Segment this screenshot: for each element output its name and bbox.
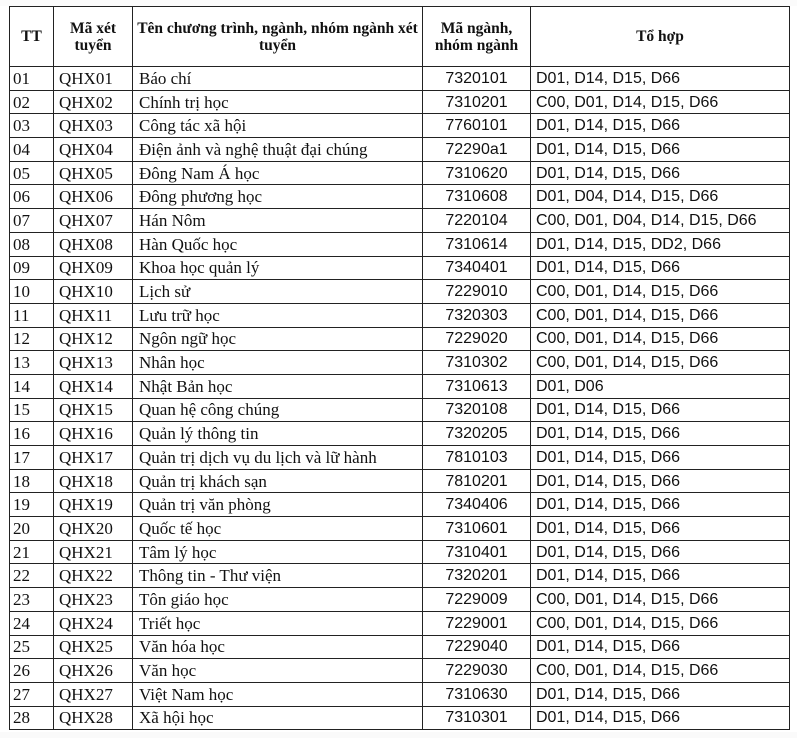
- cell-ma-nganh: 7810103: [423, 446, 531, 470]
- cell-to-hop: D01, D14, D15, D66: [531, 564, 790, 588]
- table-row: [10, 67, 790, 91]
- cell-tt: 27: [10, 682, 54, 706]
- cell-ma-xet-tuyen: QHX18: [54, 469, 133, 493]
- cell-ten-nganh: Quản trị khách sạn: [133, 469, 423, 493]
- cell-ma-xet-tuyen: QHX22: [54, 564, 133, 588]
- admission-table: [9, 6, 790, 730]
- cell-ma-nganh: 7310608: [423, 185, 531, 209]
- cell-to-hop: C00, D01, D14, D15, D66: [531, 611, 790, 635]
- cell-to-hop: D01, D06: [531, 374, 790, 398]
- cell-ma-nganh: 7320101: [423, 67, 531, 91]
- cell-ma-nganh: 7310620: [423, 161, 531, 185]
- cell-ten-nganh: Xã hội học: [133, 706, 423, 730]
- cell-ten-nganh: Báo chí: [133, 67, 423, 91]
- cell-ma-xet-tuyen: QHX09: [54, 256, 133, 280]
- cell-to-hop: D01, D14, D15, D66: [531, 161, 790, 185]
- cell-ma-nganh: 7229009: [423, 588, 531, 612]
- cell-ten-nganh: Quan hệ công chúng: [133, 398, 423, 422]
- cell-ten-nganh: Việt Nam học: [133, 682, 423, 706]
- cell-ten-nganh: Khoa học quản lý: [133, 256, 423, 280]
- table-row: [10, 303, 790, 327]
- cell-ma-xet-tuyen: QHX28: [54, 706, 133, 730]
- cell-tt: 14: [10, 374, 54, 398]
- table-row: [10, 374, 790, 398]
- cell-ten-nganh: Tôn giáo học: [133, 588, 423, 612]
- cell-ma-nganh: 7310401: [423, 540, 531, 564]
- cell-to-hop: D01, D14, D15, D66: [531, 138, 790, 162]
- table-row: [10, 469, 790, 493]
- cell-tt: 20: [10, 517, 54, 541]
- table-row: [10, 588, 790, 612]
- cell-to-hop: D01, D14, D15, D66: [531, 493, 790, 517]
- cell-ten-nganh: Văn hóa học: [133, 635, 423, 659]
- cell-ma-nganh: 7310613: [423, 374, 531, 398]
- cell-ma-nganh: 7340406: [423, 493, 531, 517]
- table-row: [10, 398, 790, 422]
- cell-ma-nganh: 7320205: [423, 422, 531, 446]
- cell-ma-xet-tuyen: QHX10: [54, 280, 133, 304]
- cell-ten-nganh: Hàn Quốc học: [133, 232, 423, 256]
- cell-to-hop: C00, D01, D14, D15, D66: [531, 351, 790, 375]
- cell-to-hop: C00, D01, D14, D15, D66: [531, 588, 790, 612]
- cell-ma-nganh: 7320108: [423, 398, 531, 422]
- table-row: [10, 232, 790, 256]
- cell-ten-nganh: Đông phương học: [133, 185, 423, 209]
- table-row: [10, 659, 790, 683]
- cell-ma-nganh: 7340401: [423, 256, 531, 280]
- cell-to-hop: D01, D14, D15, D66: [531, 540, 790, 564]
- cell-ma-nganh: 7310601: [423, 517, 531, 541]
- cell-tt: 24: [10, 611, 54, 635]
- cell-ma-xet-tuyen: QHX24: [54, 611, 133, 635]
- cell-to-hop: D01, D14, D15, D66: [531, 67, 790, 91]
- cell-tt: 12: [10, 327, 54, 351]
- table-body: [10, 67, 790, 730]
- cell-to-hop: D01, D14, D15, D66: [531, 469, 790, 493]
- table-row: [10, 682, 790, 706]
- cell-tt: 25: [10, 635, 54, 659]
- cell-ma-xet-tuyen: QHX02: [54, 90, 133, 114]
- cell-to-hop: D01, D14, D15, D66: [531, 682, 790, 706]
- cell-to-hop: D01, D14, D15, D66: [531, 706, 790, 730]
- cell-ma-xet-tuyen: QHX06: [54, 185, 133, 209]
- cell-ma-nganh: 7310614: [423, 232, 531, 256]
- cell-to-hop: D01, D14, D15, D66: [531, 446, 790, 470]
- cell-tt: 08: [10, 232, 54, 256]
- cell-tt: 07: [10, 209, 54, 233]
- cell-tt: 01: [10, 67, 54, 91]
- cell-ma-xet-tuyen: QHX05: [54, 161, 133, 185]
- table-row: [10, 493, 790, 517]
- cell-ten-nganh: Đông Nam Á học: [133, 161, 423, 185]
- cell-ma-nganh: 7320303: [423, 303, 531, 327]
- cell-ten-nganh: Quốc tế học: [133, 517, 423, 541]
- cell-tt: 16: [10, 422, 54, 446]
- table-row: [10, 256, 790, 280]
- cell-tt: 03: [10, 114, 54, 138]
- cell-ma-xet-tuyen: QHX21: [54, 540, 133, 564]
- cell-ma-xet-tuyen: QHX25: [54, 635, 133, 659]
- cell-ten-nganh: Quản lý thông tin: [133, 422, 423, 446]
- cell-tt: 23: [10, 588, 54, 612]
- cell-ten-nganh: Hán Nôm: [133, 209, 423, 233]
- cell-ten-nganh: Văn học: [133, 659, 423, 683]
- cell-tt: 05: [10, 161, 54, 185]
- cell-ten-nganh: Quản trị dịch vụ du lịch và lữ hành: [133, 446, 423, 470]
- cell-ten-nganh: Nhân học: [133, 351, 423, 375]
- cell-to-hop: D01, D14, D15, D66: [531, 256, 790, 280]
- cell-ten-nganh: Công tác xã hội: [133, 114, 423, 138]
- cell-ten-nganh: Điện ảnh và nghệ thuật đại chúng: [133, 138, 423, 162]
- table-row: [10, 280, 790, 304]
- cell-ma-nganh: 7220104: [423, 209, 531, 233]
- header-to-hop: Tổ hợp: [531, 7, 790, 67]
- cell-ma-xet-tuyen: QHX26: [54, 659, 133, 683]
- table-row: [10, 138, 790, 162]
- table-row: [10, 209, 790, 233]
- cell-ma-xet-tuyen: QHX15: [54, 398, 133, 422]
- table-row: [10, 706, 790, 730]
- cell-to-hop: C00, D01, D14, D15, D66: [531, 90, 790, 114]
- cell-ma-xet-tuyen: QHX27: [54, 682, 133, 706]
- cell-tt: 19: [10, 493, 54, 517]
- cell-ma-xet-tuyen: QHX14: [54, 374, 133, 398]
- cell-ma-xet-tuyen: QHX04: [54, 138, 133, 162]
- table-row: [10, 161, 790, 185]
- table-row: [10, 540, 790, 564]
- table-row: [10, 611, 790, 635]
- header-ma-xet-tuyen: Mã xét tuyển: [54, 7, 133, 67]
- header-ten-chuong-trinh: Tên chương trình, ngành, nhóm ngành xét tuyển: [133, 7, 423, 67]
- table-row: [10, 635, 790, 659]
- cell-ma-nganh: 7229020: [423, 327, 531, 351]
- cell-ma-nganh: 7310301: [423, 706, 531, 730]
- cell-ten-nganh: Tâm lý học: [133, 540, 423, 564]
- cell-ma-xet-tuyen: QHX11: [54, 303, 133, 327]
- cell-to-hop: D01, D04, D14, D15, D66: [531, 185, 790, 209]
- cell-tt: 10: [10, 280, 54, 304]
- cell-ma-nganh: 7310201: [423, 90, 531, 114]
- cell-to-hop: C00, D01, D04, D14, D15, D66: [531, 209, 790, 233]
- cell-ma-xet-tuyen: QHX08: [54, 232, 133, 256]
- cell-ma-nganh: 7760101: [423, 114, 531, 138]
- cell-ma-nganh: 7310302: [423, 351, 531, 375]
- cell-ten-nganh: Ngôn ngữ học: [133, 327, 423, 351]
- cell-tt: 02: [10, 90, 54, 114]
- cell-ten-nganh: Nhật Bản học: [133, 374, 423, 398]
- table-row: [10, 351, 790, 375]
- cell-tt: 09: [10, 256, 54, 280]
- table-row: [10, 114, 790, 138]
- cell-to-hop: D01, D14, D15, D66: [531, 635, 790, 659]
- cell-to-hop: D01, D14, D15, D66: [531, 114, 790, 138]
- cell-to-hop: C00, D01, D14, D15, D66: [531, 303, 790, 327]
- cell-ma-xet-tuyen: QHX23: [54, 588, 133, 612]
- cell-ma-xet-tuyen: QHX13: [54, 351, 133, 375]
- cell-ma-nganh: 7229001: [423, 611, 531, 635]
- cell-ma-nganh: 72290a1: [423, 138, 531, 162]
- cell-ten-nganh: Thông tin - Thư viện: [133, 564, 423, 588]
- table-row: [10, 185, 790, 209]
- cell-to-hop: D01, D14, D15, DD2, D66: [531, 232, 790, 256]
- bottom-edge: [0, 732, 797, 738]
- cell-ma-xet-tuyen: QHX03: [54, 114, 133, 138]
- table-header-row: [10, 7, 790, 67]
- table-row: [10, 90, 790, 114]
- cell-tt: 06: [10, 185, 54, 209]
- cell-ma-xet-tuyen: QHX20: [54, 517, 133, 541]
- cell-tt: 04: [10, 138, 54, 162]
- cell-ma-xet-tuyen: QHX17: [54, 446, 133, 470]
- cell-ma-xet-tuyen: QHX01: [54, 67, 133, 91]
- table-row: [10, 422, 790, 446]
- cell-tt: 15: [10, 398, 54, 422]
- cell-tt: 21: [10, 540, 54, 564]
- cell-tt: 28: [10, 706, 54, 730]
- table-row: [10, 517, 790, 541]
- cell-tt: 17: [10, 446, 54, 470]
- cell-tt: 18: [10, 469, 54, 493]
- cell-ten-nganh: Chính trị học: [133, 90, 423, 114]
- cell-to-hop: D01, D14, D15, D66: [531, 517, 790, 541]
- header-ma-nganh: Mã ngành, nhóm ngành: [423, 7, 531, 67]
- cell-tt: 22: [10, 564, 54, 588]
- cell-tt: 11: [10, 303, 54, 327]
- cell-ma-xet-tuyen: QHX16: [54, 422, 133, 446]
- cell-ten-nganh: Triết học: [133, 611, 423, 635]
- cell-ma-nganh: 7310630: [423, 682, 531, 706]
- cell-ma-nganh: 7320201: [423, 564, 531, 588]
- cell-tt: 13: [10, 351, 54, 375]
- cell-ma-nganh: 7229040: [423, 635, 531, 659]
- table-row: [10, 327, 790, 351]
- cell-to-hop: C00, D01, D14, D15, D66: [531, 327, 790, 351]
- cell-to-hop: C00, D01, D14, D15, D66: [531, 280, 790, 304]
- header-tt: TT: [10, 7, 54, 67]
- cell-to-hop: D01, D14, D15, D66: [531, 398, 790, 422]
- cell-ten-nganh: Lưu trữ học: [133, 303, 423, 327]
- cell-ma-nganh: 7229030: [423, 659, 531, 683]
- cell-ma-xet-tuyen: QHX12: [54, 327, 133, 351]
- table-row: [10, 564, 790, 588]
- cell-tt: 26: [10, 659, 54, 683]
- cell-ma-xet-tuyen: QHX19: [54, 493, 133, 517]
- cell-ten-nganh: Lịch sử: [133, 280, 423, 304]
- cell-ten-nganh: Quản trị văn phòng: [133, 493, 423, 517]
- cell-to-hop: C00, D01, D14, D15, D66: [531, 659, 790, 683]
- cell-ma-nganh: 7229010: [423, 280, 531, 304]
- cell-ma-xet-tuyen: QHX07: [54, 209, 133, 233]
- cell-ma-nganh: 7810201: [423, 469, 531, 493]
- table-row: [10, 446, 790, 470]
- cell-to-hop: D01, D14, D15, D66: [531, 422, 790, 446]
